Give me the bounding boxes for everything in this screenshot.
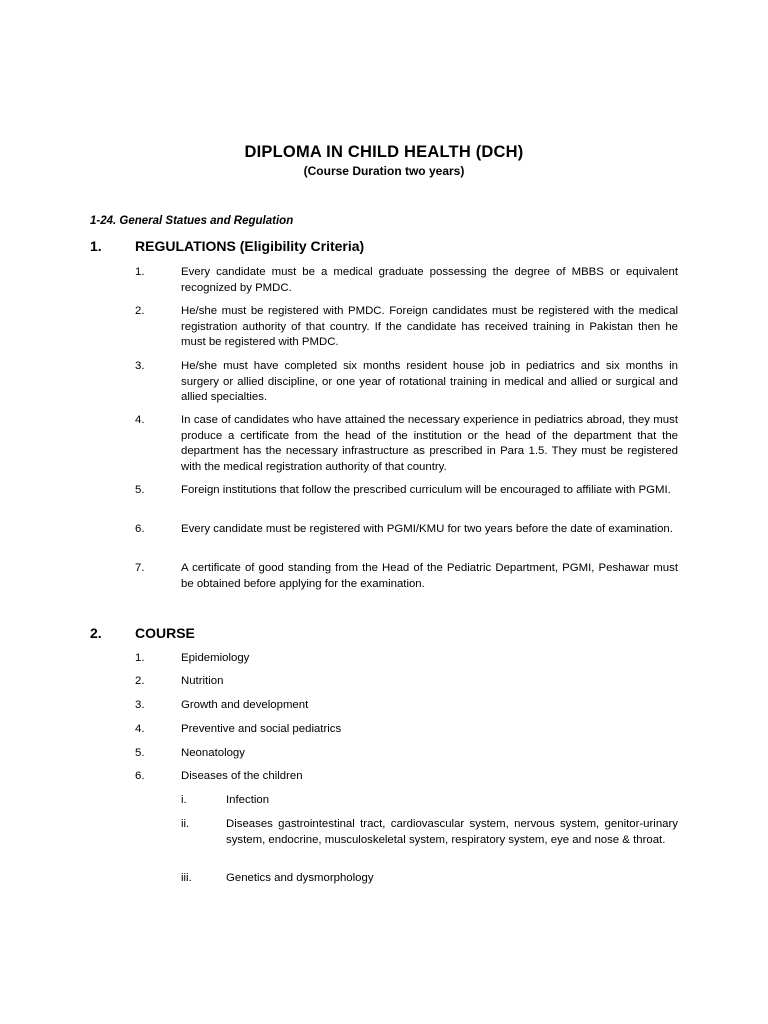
item-text: A certificate of good standing from the Head of the Pediatric Department, PGMI, Peshawar must be obtained before applying for the examination. [181, 562, 678, 590]
item-number: 1. [135, 266, 145, 278]
item-number: 4. [135, 723, 145, 735]
list-item [135, 674, 678, 690]
item-text: He/she must have completed six months resident house job in pediatrics and six months in surgery or allied discipline, or one year of rotational training in medical and allied or surgical and allied specialties. [181, 360, 678, 403]
section-title: REGULATIONS (Eligibility Criteria) [135, 238, 365, 254]
item-text: Growth and development [181, 699, 309, 711]
list-item [135, 698, 678, 714]
list-item [135, 359, 678, 406]
list-item [135, 413, 678, 475]
list-item [135, 483, 678, 499]
item-number: 4. [135, 414, 145, 426]
item-text: Epidemiology [181, 652, 250, 664]
list-item [135, 746, 678, 762]
list-item [135, 561, 678, 592]
document-title: DIPLOMA IN CHILD HEALTH (DCH) [244, 143, 524, 161]
item-number: 6. [135, 770, 145, 782]
list-item [135, 265, 678, 296]
item-number: 6. [135, 523, 145, 535]
document-subtitle: (Course Duration two years) [303, 164, 465, 178]
item-number: 7. [135, 562, 145, 574]
item-number: 5. [135, 747, 145, 759]
item-number: 3. [135, 699, 145, 711]
sub-list-item [181, 817, 678, 848]
item-text: Every candidate must be a medical graduate possessing the degree of MBBS or equivalent recognized by PMDC. [181, 266, 678, 294]
item-text: Neonatology [181, 747, 245, 759]
list-item [135, 304, 678, 351]
section-2-heading [90, 625, 195, 641]
item-number: 3. [135, 360, 145, 372]
section-1-heading [90, 238, 364, 254]
item-text: Nutrition [181, 675, 224, 687]
sub-item-text: Genetics and dysmorphology [226, 872, 374, 884]
list-item [135, 769, 678, 785]
section-number: 1. [90, 238, 102, 254]
sub-list-item [181, 793, 678, 809]
section-title: COURSE [135, 625, 195, 641]
item-number: 5. [135, 484, 145, 496]
item-text: Diseases of the children [181, 770, 303, 782]
section-number: 2. [90, 625, 102, 641]
sub-list-item [181, 871, 678, 887]
item-text: In case of candidates who have attained the necessary experience in pediatrics abroad, they must produce a certificate from the head of the institution or the head of the department that the department has the necessary infrastructure as prescribed in Para 1.5. They must be registered with the medical registration authority of that country. [181, 414, 678, 473]
list-item [135, 522, 678, 538]
statutes-heading: 1-24. General Statues and Regulation [90, 215, 294, 227]
list-item [135, 722, 678, 738]
list-item [135, 651, 678, 667]
item-text: Foreign institutions that follow the prescribed curriculum will be encouraged to affiliate with PGMI. [181, 484, 671, 496]
item-text: Every candidate must be registered with PGMI/KMU for two years before the date of examination. [181, 523, 673, 535]
item-number: 2. [135, 675, 145, 687]
item-number: 2. [135, 305, 145, 317]
item-text: Preventive and social pediatrics [181, 723, 342, 735]
sub-item-number: ii. [181, 818, 190, 830]
item-text: He/she must be registered with PMDC. Foreign candidates must be registered with the medical registration authority of that country. If the candidate has received training in Pakistan then he must be registered with PMDC. [181, 305, 678, 348]
sub-item-text: Diseases gastrointestinal tract, cardiovascular system, nervous system, genitor-urinary system, endocrine, musculoskeletal system, respiratory system, eye and nose & throat. [226, 818, 678, 846]
sub-item-number: i. [181, 794, 187, 806]
sub-item-number: iii. [181, 872, 192, 884]
item-number: 1. [135, 652, 145, 664]
sub-item-text: Infection [226, 794, 270, 806]
